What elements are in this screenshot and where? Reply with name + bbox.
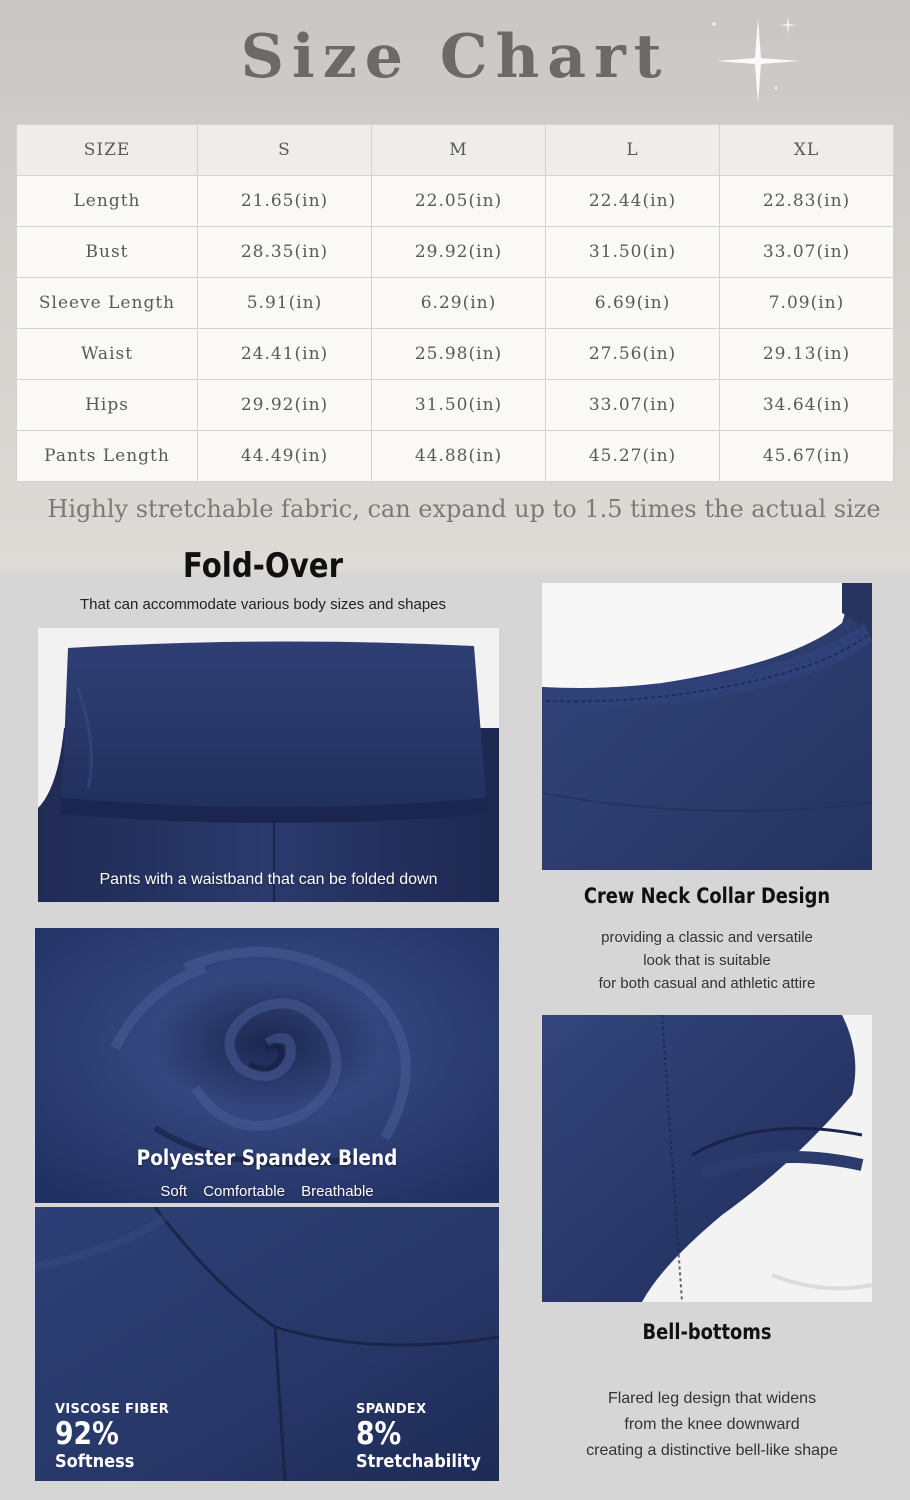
table-cell: 45.67(in)	[720, 431, 894, 482]
table-cell: 29.13(in)	[720, 329, 894, 380]
table-row	[17, 227, 894, 278]
row-label: Hips	[17, 380, 198, 431]
table-row	[17, 329, 894, 380]
crew-neck-description	[542, 926, 872, 995]
table-cell: 29.92(in)	[372, 227, 546, 278]
stretch-note: Highly stretchable fabric, can expand up to 1.5 times the actual size	[47, 495, 881, 523]
fiber-description: Stretchability	[356, 1451, 481, 1472]
table-cell: 34.64(in)	[720, 380, 894, 431]
table-cell: 22.83(in)	[720, 176, 894, 227]
size-table	[16, 124, 894, 482]
row-label: Pants Length	[17, 431, 198, 482]
sparkle-icon	[700, 8, 820, 128]
description-line: creating a distinctive bell-like shape	[586, 1442, 838, 1459]
table-cell: 22.44(in)	[546, 176, 720, 227]
fold-over-title: Fold-Over	[182, 546, 344, 586]
fiber-percent: 8%	[356, 1416, 402, 1452]
bell-bottoms-title: Bell-bottoms	[642, 1320, 772, 1344]
table-cell: 33.07(in)	[546, 380, 720, 431]
column-header: M	[372, 125, 546, 176]
table-cell: 28.35(in)	[198, 227, 372, 278]
table-cell: 31.50(in)	[546, 227, 720, 278]
blend-subtitle: Soft Comfortable Breathable	[160, 1183, 374, 1200]
crew-neck-title: Crew Neck Collar Design	[583, 884, 831, 908]
table-cell: 21.65(in)	[198, 176, 372, 227]
description-line: providing a classic and versatile	[601, 929, 813, 946]
table-cell: 22.05(in)	[372, 176, 546, 227]
description-line: for both casual and athletic attire	[598, 975, 816, 992]
table-cell: 27.56(in)	[546, 329, 720, 380]
table-cell: 7.09(in)	[720, 278, 894, 329]
row-label: Waist	[17, 329, 198, 380]
column-header: S	[198, 125, 372, 176]
column-header: L	[546, 125, 720, 176]
table-cell: 44.88(in)	[372, 431, 546, 482]
fiber-label: SPANDEX	[356, 1402, 427, 1417]
table-cell: 44.49(in)	[198, 431, 372, 482]
spandex-stat	[356, 1402, 495, 1472]
table-row	[17, 380, 894, 431]
table-header-row	[17, 125, 894, 176]
fiber-description: Softness	[55, 1451, 135, 1472]
row-label: Bust	[17, 227, 198, 278]
table-cell: 25.98(in)	[372, 329, 546, 380]
table-row	[17, 431, 894, 482]
fold-over-caption: Pants with a waistband that can be folded down	[99, 871, 438, 888]
table-cell: 29.92(in)	[198, 380, 372, 431]
table-cell: 5.91(in)	[198, 278, 372, 329]
table-cell: 6.69(in)	[546, 278, 720, 329]
description-line: look that is suitable	[643, 952, 771, 969]
table-cell: 31.50(in)	[372, 380, 546, 431]
table-row	[17, 176, 894, 227]
table-cell: 24.41(in)	[198, 329, 372, 380]
fiber-percent: 92%	[55, 1416, 119, 1452]
size-chart-section	[0, 0, 910, 572]
column-header: XL	[720, 125, 894, 176]
fold-over-waistband-image	[38, 628, 499, 902]
crew-neck-image	[542, 583, 872, 870]
description-line: from the knee downward	[624, 1416, 800, 1433]
table-cell: 33.07(in)	[720, 227, 894, 278]
viscose-fiber-stat	[55, 1402, 169, 1472]
blend-title: Polyester Spandex Blend	[136, 1146, 398, 1170]
row-label: Sleeve Length	[17, 278, 198, 329]
table-cell: 6.29(in)	[372, 278, 546, 329]
column-header: SIZE	[17, 125, 198, 176]
bell-bottoms-image	[542, 1015, 872, 1302]
description-line: Flared leg design that widens	[607, 1390, 817, 1407]
fabric-composition-image	[35, 1207, 499, 1481]
page-title: Size Chart	[240, 22, 670, 92]
table-row	[17, 278, 894, 329]
bell-bottoms-description	[542, 1386, 882, 1464]
fold-over-subtitle: That can accommodate various body sizes and shapes	[79, 596, 447, 613]
fiber-label: VISCOSE FIBER	[55, 1402, 170, 1417]
fabric-swirl-image	[35, 928, 499, 1203]
table-cell: 45.27(in)	[546, 431, 720, 482]
row-label: Length	[17, 176, 198, 227]
